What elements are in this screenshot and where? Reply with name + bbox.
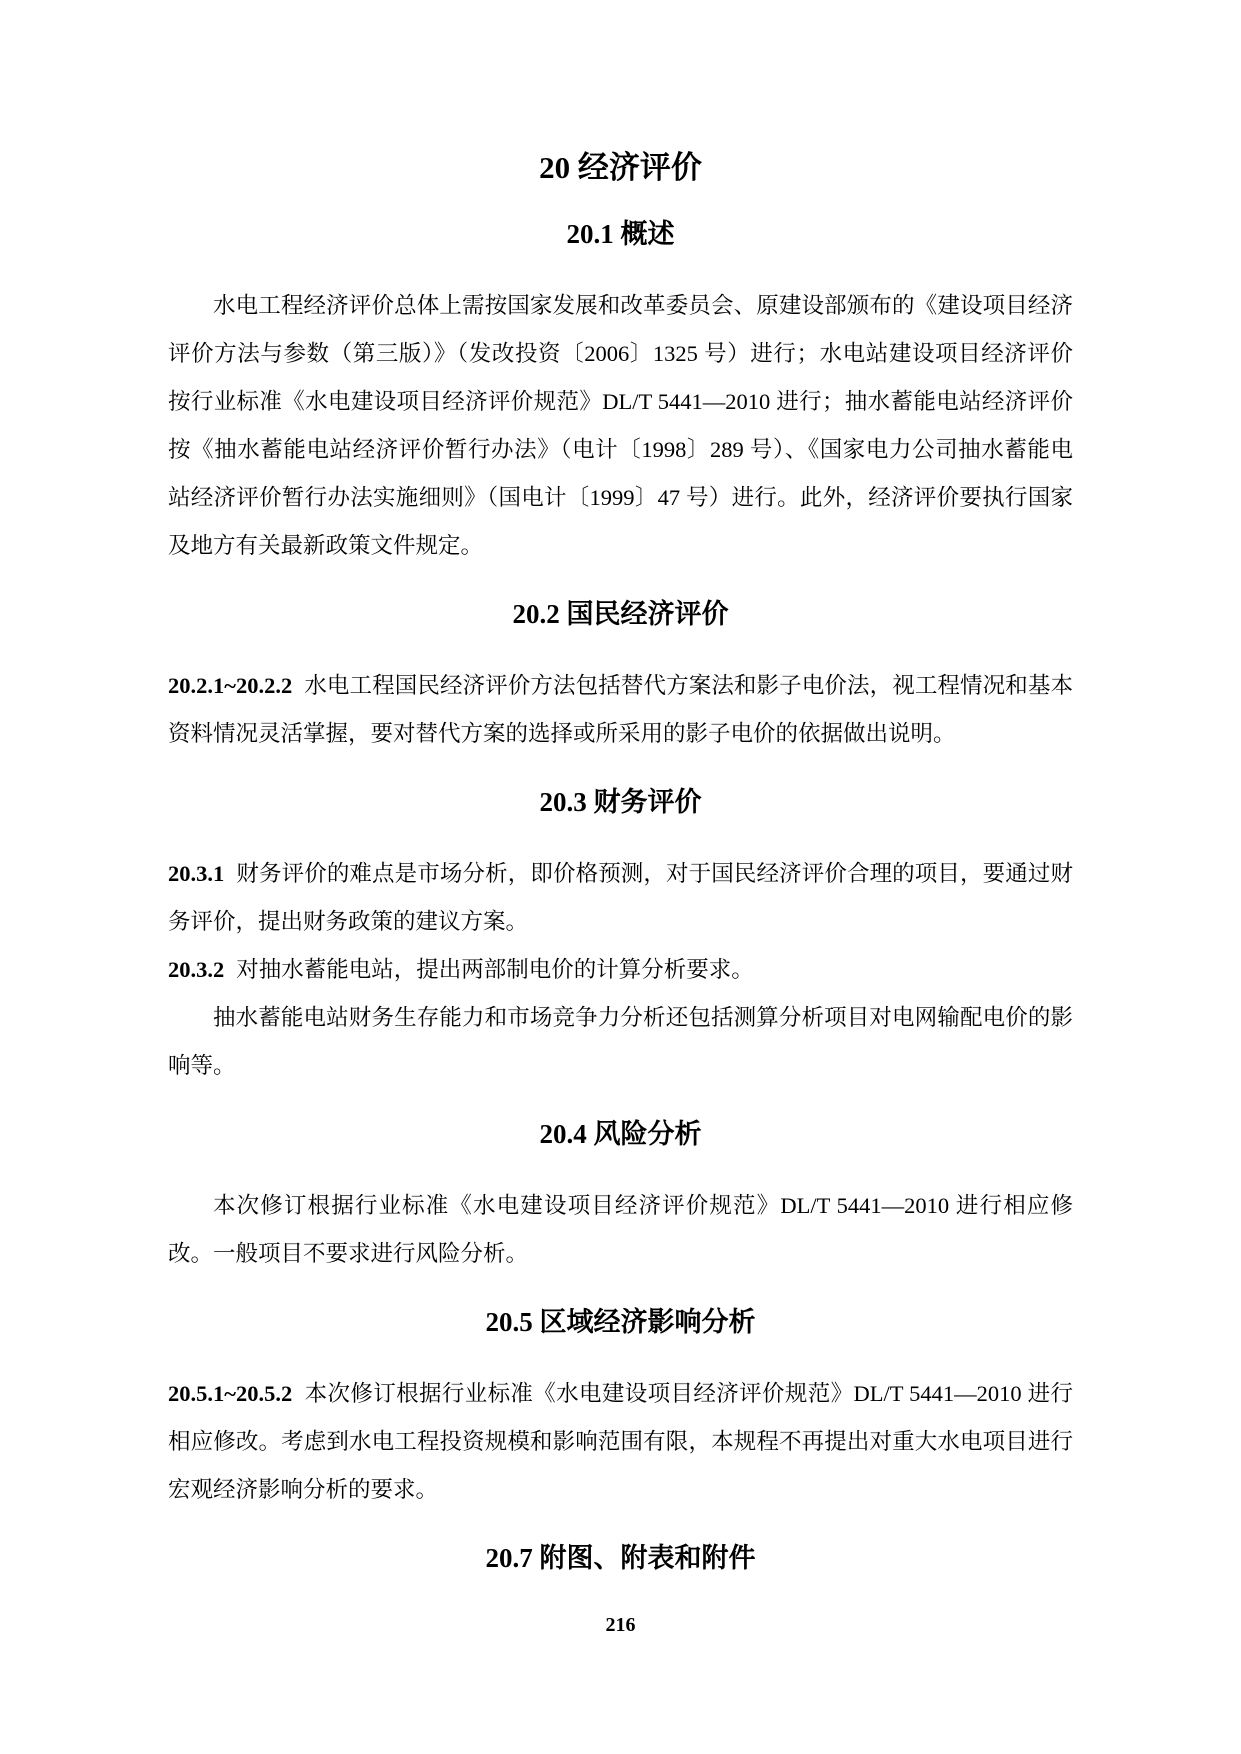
paragraph xyxy=(168,282,1073,570)
section-20-1-heading: 20.1 概述 xyxy=(566,219,675,249)
paragraph-text: 本次修订根据行业标准《水电建设项目经济评价规范》DL/T 5441—2010 进行相应修改。一般项目不要求进行风险分析。 xyxy=(168,1193,1073,1266)
section-20-3-heading: 20.3 财务评价 xyxy=(539,787,702,817)
section-20-2-heading: 20.2 国民经济评价 xyxy=(512,599,729,629)
paragraph-text: 财务评价的难点是市场分析，即价格预测，对于国民经济评价合理的项目，要通过财务评价，提出财务政策的建议方案。 xyxy=(168,861,1073,934)
section-20-7 xyxy=(168,1540,1073,1576)
section-20-2 xyxy=(168,596,1073,758)
clause-number: 20.5.1~20.5.2 xyxy=(168,1381,293,1406)
section-20-7-heading: 20.7 附图、附表和附件 xyxy=(485,1543,756,1573)
clause-number: 20.3.2 xyxy=(168,957,225,982)
section-20-4 xyxy=(168,1116,1073,1278)
paragraph-text: 抽水蓄能电站财务生存能力和市场竞争力分析还包括测算分析项目对电网输配电价的影响等。 xyxy=(168,1005,1073,1078)
paragraph xyxy=(168,1370,1073,1514)
paragraph-text: 水电工程国民经济评价方法包括替代方案法和影子电价法，视工程情况和基本资料情况灵活掌握，要对替代方案的选择或所采用的影子电价的依据做出说明。 xyxy=(168,673,1073,746)
paragraph-text: 对抽水蓄能电站，提出两部制电价的计算分析要求。 xyxy=(236,957,754,982)
chapter-title: 20 经济评价 xyxy=(539,150,702,185)
paragraph-text: 本次修订根据行业标准《水电建设项目经济评价规范》DL/T 5441—2010 进行相应修改。考虑到水电工程投资规模和影响范围有限，本规程不再提出对重大水电项目进行宏观经济影响分析的要求。 xyxy=(168,1381,1073,1502)
paragraph xyxy=(168,1182,1073,1278)
section-20-4-heading: 20.4 风险分析 xyxy=(539,1119,702,1149)
paragraph xyxy=(168,994,1073,1090)
section-20-5-heading: 20.5 区域经济影响分析 xyxy=(485,1307,756,1337)
clause-number: 20.2.1~20.2.2 xyxy=(168,673,293,698)
section-20-3 xyxy=(168,784,1073,1090)
paragraph xyxy=(168,662,1073,758)
clause-number: 20.3.1 xyxy=(168,861,225,886)
section-20-5 xyxy=(168,1304,1073,1514)
paragraph xyxy=(168,946,1073,994)
section-20-1 xyxy=(168,216,1073,570)
paragraph-text: 水电工程经济评价总体上需按国家发展和改革委员会、原建设部颁布的《建设项目经济评价方法与参数（第三版）》（发改投资〔2006〕1325 号）进行；水电站建设项目经济评价按行业标准《水电建设项目经济评价规范》DL/T 5441—2010 进行；抽水蓄能电站经济评价按《抽水蓄能电站经济评价暂行办法》（电计〔1998〕289 号）、《国家电力公司抽水蓄能电站经济评价暂行办法实施细则》（国电计〔1999〕47 号）进行。此外，经济评价要执行国家及地方有关最新政策文件规定。 xyxy=(168,293,1073,558)
page-number: 216 xyxy=(605,1614,636,1636)
paragraph xyxy=(168,850,1073,946)
